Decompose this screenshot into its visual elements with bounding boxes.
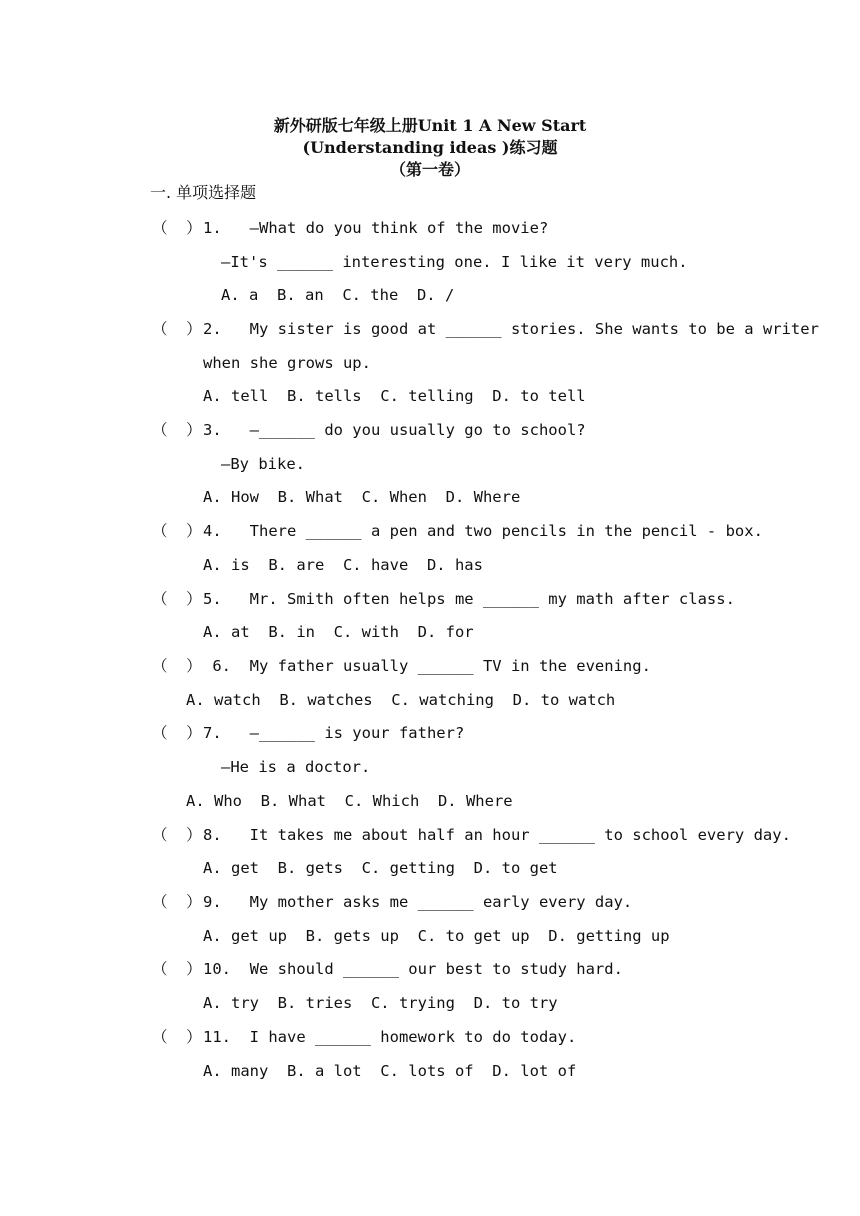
question-stem-continued: when she grows up. <box>203 354 371 372</box>
question-stem: 5. Mr. Smith often helps me ______ my math after class. <box>203 590 735 608</box>
question-options: A. get B. gets C. getting D. to get <box>203 859 558 877</box>
answer-blank: （ ） <box>152 590 202 608</box>
question-stem-continued: —By bike. <box>221 455 305 473</box>
document-title: 新外研版七年级上册Unit 1 A New Start <box>273 116 587 135</box>
question-options: A. at B. in C. with D. for <box>203 623 474 641</box>
question-options: A. tell B. tells C. telling D. to tell <box>203 387 586 405</box>
question-stem-continued: —It's ______ interesting one. I like it very much. <box>221 253 688 271</box>
answer-blank: （ ） <box>152 421 202 439</box>
question-options: A. get up B. gets up C. to get up D. getting up <box>203 927 670 945</box>
question-options: A. many B. a lot C. lots of D. lot of <box>203 1062 577 1080</box>
answer-blank: （ ） <box>152 960 202 978</box>
volume-label: （第一卷） <box>389 160 470 179</box>
question-stem: 8. It takes me about half an hour ______ to school every day. <box>203 826 791 844</box>
question-stem: 1. —What do you think of the movie? <box>203 219 549 237</box>
answer-blank: （ ） <box>152 657 202 675</box>
question-stem: 7. —______ is your father? <box>203 724 465 742</box>
answer-blank: （ ） <box>152 522 202 540</box>
question-options: A. watch B. watches C. watching D. to watch <box>186 691 616 709</box>
answer-blank: （ ） <box>152 320 202 338</box>
question-options: A. How B. What C. When D. Where <box>203 488 521 506</box>
question-options: A. is B. are C. have D. has <box>203 556 483 574</box>
document-subtitle: (Understanding ideas )练习题 <box>302 138 558 157</box>
question-stem: 4. There ______ a pen and two pencils in the pencil - box. <box>203 522 763 540</box>
answer-blank: （ ） <box>152 893 202 911</box>
question-options: A. Who B. What C. Which D. Where <box>186 792 513 810</box>
answer-blank: （ ） <box>152 724 202 742</box>
question-options: A. a B. an C. the D. / <box>221 286 455 304</box>
question-stem: 10. We should ______ our best to study hard. <box>203 960 623 978</box>
question-stem: 3. —______ do you usually go to school? <box>203 421 586 439</box>
question-stem-continued: —He is a doctor. <box>221 758 371 776</box>
answer-blank: （ ） <box>152 826 202 844</box>
question-stem: 6. My father usually ______ TV in the evening. <box>203 657 651 675</box>
question-options: A. try B. tries C. trying D. to try <box>203 994 558 1012</box>
document-header <box>0 115 860 181</box>
question-stem: 9. My mother asks me ______ early every day. <box>203 893 633 911</box>
question-stem: 2. My sister is good at ______ stories. She wants to be a writer <box>203 320 819 338</box>
answer-blank: （ ） <box>152 1028 202 1046</box>
question-stem: 11. I have ______ homework to do today. <box>203 1028 577 1046</box>
section-heading: 一. 单项选择题 <box>150 183 257 202</box>
answer-blank: （ ） <box>152 219 202 237</box>
